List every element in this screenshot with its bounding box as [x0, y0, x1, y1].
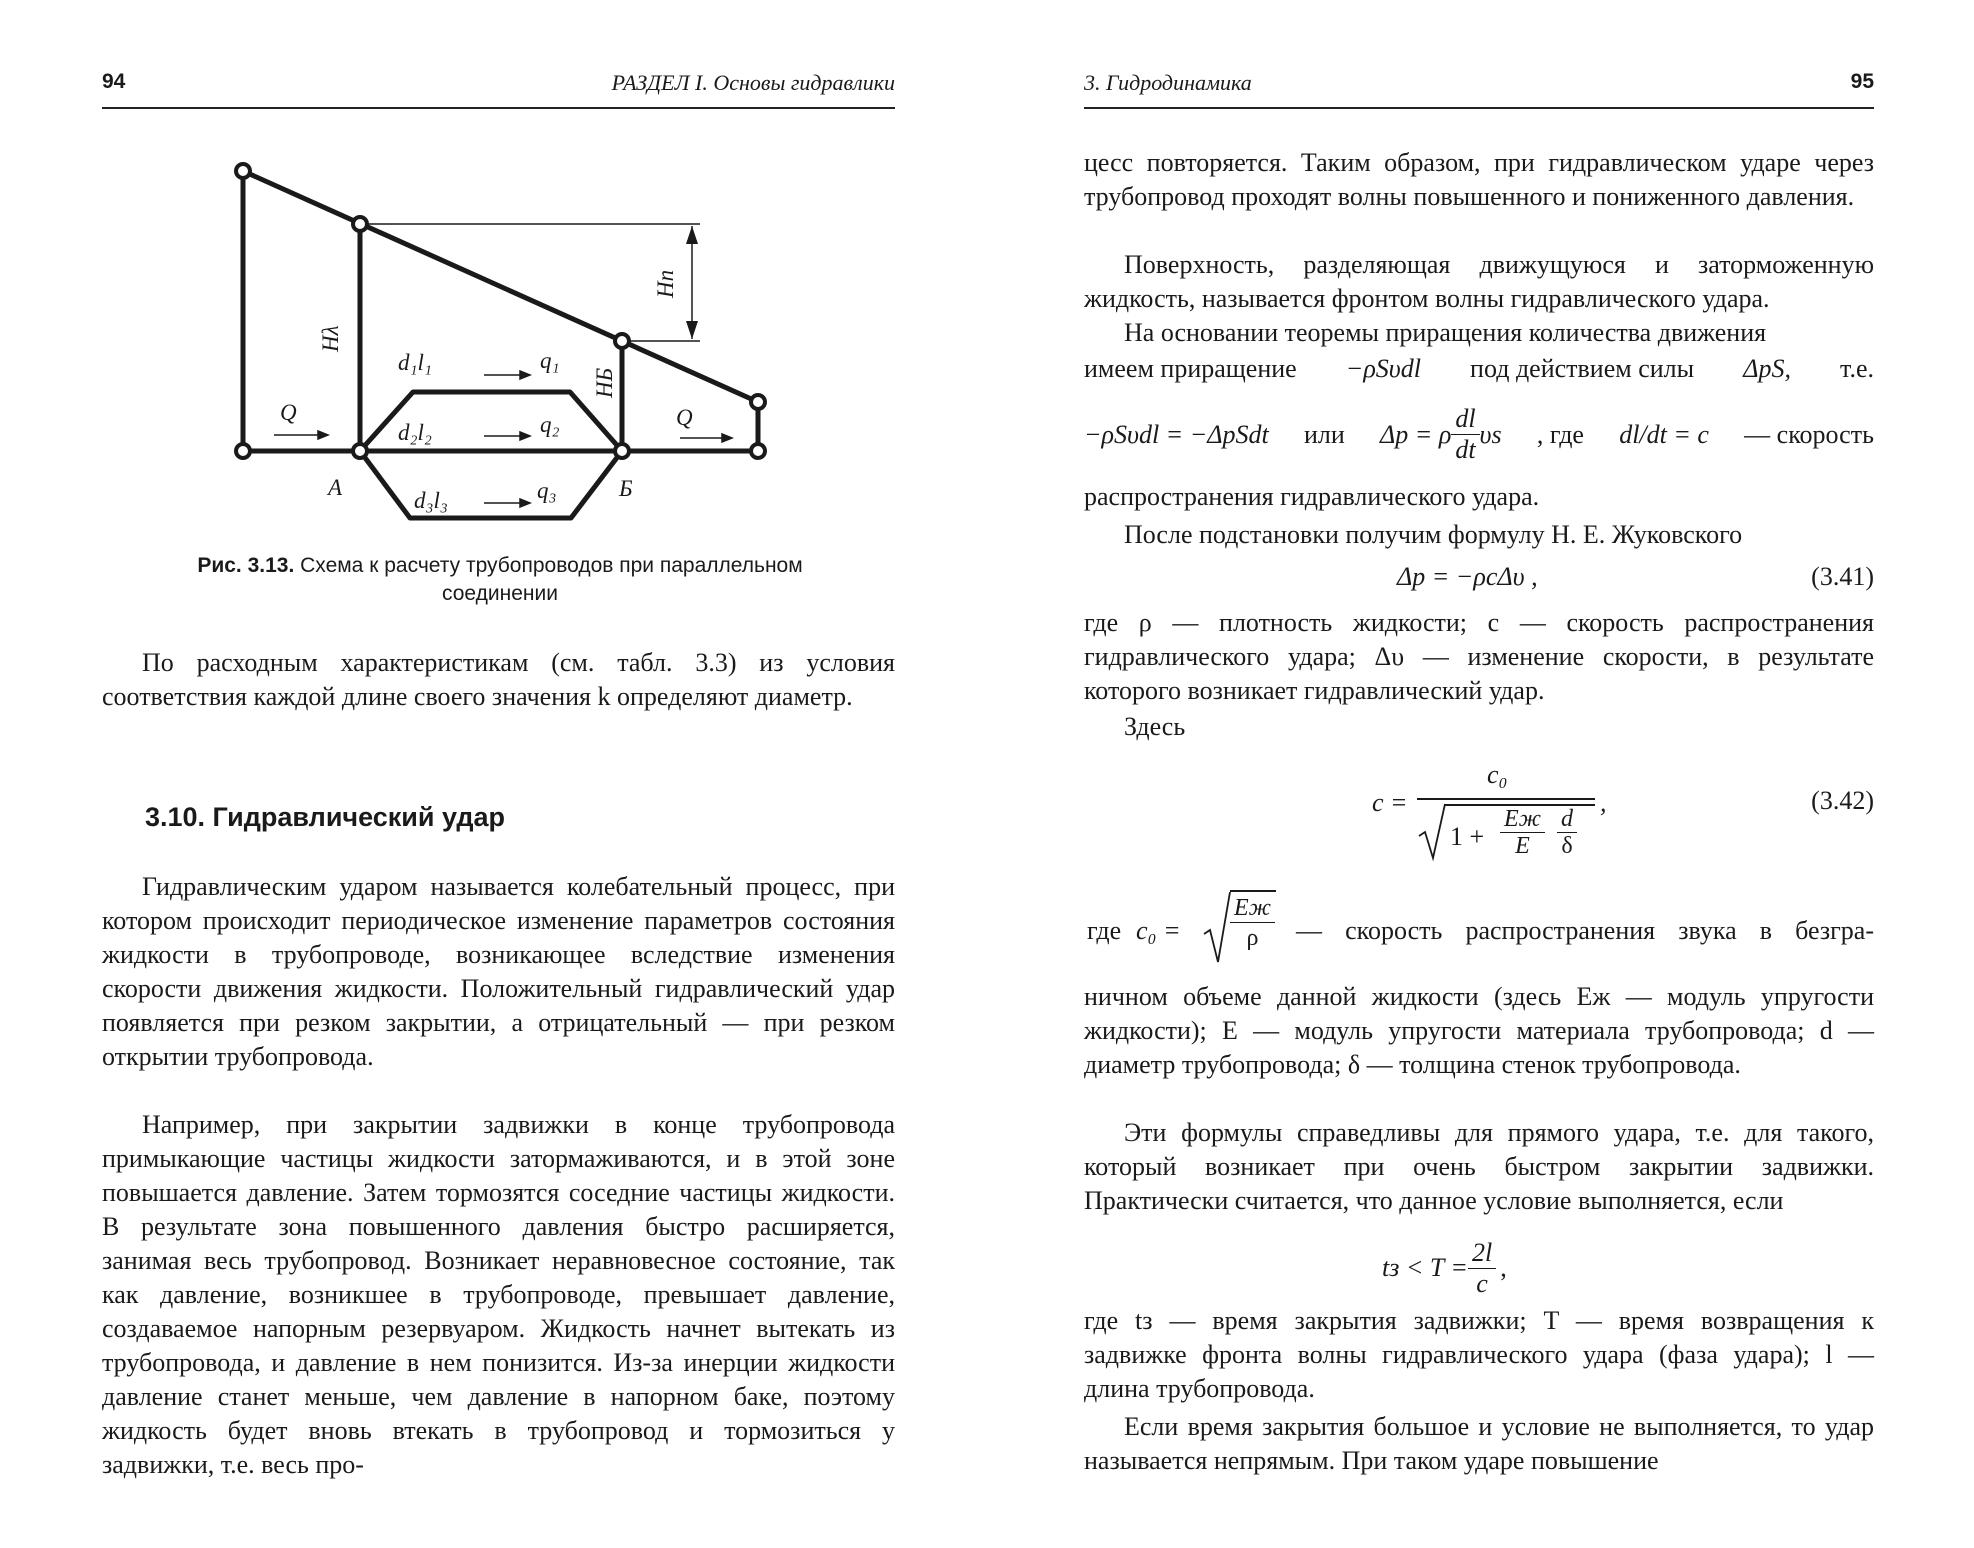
zhukovsky-intro: После подстановки получим формулу Н. Е. Жуковского	[1124, 520, 1743, 549]
label-Q-right: Q	[676, 405, 693, 430]
label-A: А	[328, 475, 343, 500]
right-header-rule	[1084, 107, 1874, 109]
figure-caption-label: Рис. 3.13.	[197, 554, 295, 577]
left-paragraph-1: По расходным характеристикам (см. табл. 3.3) из условия соответствия каждой длине своего значения k определяют диаметр.	[102, 648, 895, 711]
right-paragraph-9: Если время закрытия большое и условие не выполняется, то удар называется непрямым. При таком ударе повышение	[1084, 1412, 1874, 1475]
c0-definition-line: где c₀ = Eж ρ — скорость распространения звука в безгра-	[1084, 888, 1874, 968]
label-B: Б	[619, 476, 633, 501]
label-q3: q₃	[537, 478, 557, 503]
label-pipe1: d₁l₁	[398, 350, 432, 375]
equation-3-42: c = c₀ 1 + Eж E $\frac{d}{\delta}$ ,	[1372, 760, 1607, 859]
node-right-top	[751, 395, 765, 409]
right-running-head: 3. Гидродинамика	[1084, 70, 1252, 95]
theorem-line-1: На основании теоремы приращения количества движения	[1124, 318, 1767, 347]
equation-3-41: Δp = −ρcΔυ ,	[1397, 562, 1538, 591]
label-H-b: HБ	[592, 367, 617, 398]
pipeline-diagram	[0, 0, 987, 560]
left-paragraph-3: Например, при закрытии задвижки в конце трубопровода примыкающие частицы жидкости затормаживаются, и в этой зоне повышается давление. Затем тормозятся соседние частицы жидкости. В результате зона повышенного давления быстро расширяется, занимая весь трубопровод. Возникает неравновесное состояние, так как давление, возникшее в трубопроводе, превышает давление, создаваемое напорным резервуаром. Жидкость начнет вытекать из трубопровода, и давление в нем понизится. Из-за инерции жидкости давление станет меньше, чем давление в напорном баке, поэтому жидкость будет вновь втекать в трубопровод и тормозиться у задвижки, т.е. весь про-	[102, 1110, 895, 1479]
section-title: 3.10. Гидравлический удар	[145, 802, 505, 832]
node-A	[353, 444, 367, 458]
label-H-lambda: Hλ	[318, 325, 343, 352]
figure-caption	[150, 552, 850, 608]
label-q2: q₂	[540, 412, 560, 437]
node-upper-B	[615, 334, 629, 348]
node-upper-A	[353, 217, 367, 231]
right-paragraph-7: Эти формулы справедливы для прямого удара, т.е. для такого, который возникает при очень быстром закрытии задвижки. Практически считается, что данное условие выполняется, если	[1084, 1118, 1874, 1215]
right-page	[987, 0, 1974, 1548]
left-running-head: РАЗДЕЛ I. Основы гидравлики	[611, 70, 895, 95]
inequality-closing-time: tз < T = $\frac{2l}{c}$ ,	[1382, 1237, 1507, 1298]
figure-caption-text: Схема к расчету трубопроводов при параллельном соединении	[300, 554, 803, 605]
label-Q-left: Q	[280, 400, 297, 425]
node-reservoir-top	[236, 164, 250, 178]
label-pipe2: d₂l₂	[398, 420, 432, 445]
momentum-equation-line: −ρSυdl = −ΔpSdt или Δp = ρ $\frac{dl}{dt}$ υs , где dl/dt = c — скорость	[1084, 404, 1874, 464]
left-page-number: 94	[102, 70, 126, 93]
label-pipe3: d₃l₃	[414, 488, 448, 513]
piezometric-line	[243, 171, 758, 402]
right-page-number: 95	[1850, 70, 1874, 93]
node-right-bottom	[751, 444, 765, 458]
right-paragraph-2: Поверхность, разделяющая движущуюся и заторможенную жидкость, называется фронтом волны гидравлического удара.	[1084, 250, 1874, 313]
equation-3-42-number: (3.42)	[1811, 786, 1874, 815]
right-paragraph-6: ничном объеме данной жидкости (здесь Eж — модуль упругости жидкости); E — модуль упругости материала трубопровода; d — диаметр трубопровода; δ — толщина стенок трубопровода.	[1084, 982, 1874, 1079]
right-paragraph-8: где tз — время закрытия задвижки; T — время возвращения к задвижке фронта волны гидравлического удара (фаза удара); l — длина трубопровода.	[1084, 1306, 1874, 1403]
here-word: Здесь	[1124, 712, 1186, 741]
equation-3-41-number: (3.41)	[1811, 562, 1874, 591]
right-paragraph-5: где ρ — плотность жидкости; c — скорость распространения гидравлического удара; Δυ — изменение скорости, в результате которого возникает гидравлический удар.	[1084, 608, 1874, 705]
theorem-line-last: распространения гидравлического удара.	[1084, 482, 1540, 511]
theorem-line-2: имеем приращение −ρSυdl под действием силы ΔpS, т.е.	[1084, 354, 1874, 383]
right-paragraph-1: цесс повторяется. Таким образом, при гидравлическом ударе через трубопровод проходят волны повышенного и пониженного давления.	[1084, 148, 1874, 211]
node-B	[615, 444, 629, 458]
left-paragraph-2: Гидравлическим ударом называется колебательный процесс, при котором происходит периодическое изменение параметров состояния жидкости в трубопроводе, возникающее вследствие изменения скорости движения жидкости. Положительный гидравлический удар появляется при резком закрытии, а отрицательный — при резком открытии трубопровода.	[102, 872, 895, 1071]
node-left-bottom	[236, 444, 250, 458]
label-H-n: Hп	[653, 269, 678, 298]
lower-branch-pipe	[360, 451, 622, 518]
label-q1: q₁	[540, 348, 560, 373]
